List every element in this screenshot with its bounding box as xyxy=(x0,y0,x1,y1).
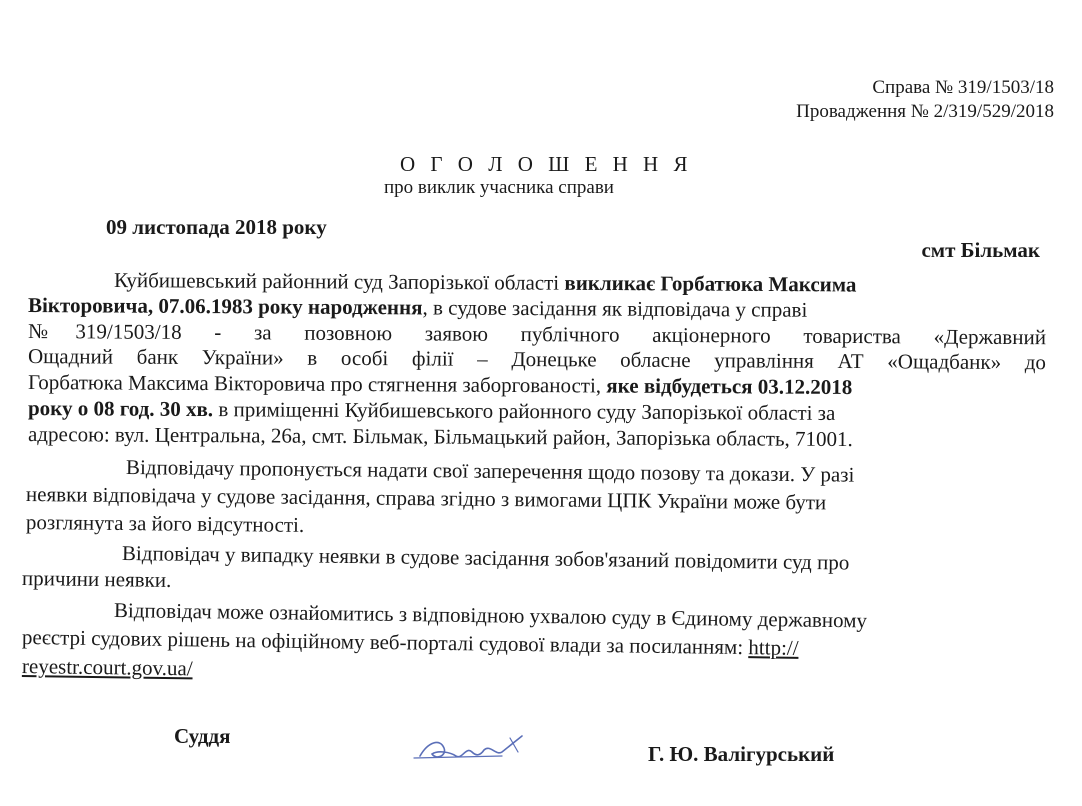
p1-bold-text: викликає Горбатюка Максима xyxy=(564,270,857,297)
p1-line-7: адресою: вул. Центральна, 26а, смт. Більмак, Більмацький район, Запорізька область, 71001. xyxy=(27,422,853,452)
p2-line-2: неявки відповідача у судове засідання, справа згідно з вимогами ЦПК України може бути xyxy=(25,482,827,515)
p3-line-1: Відповідач у випадку неявки в судове засідання зобов'язаний повідомити суд про xyxy=(121,541,850,575)
registry-link-part-1[interactable]: http:// xyxy=(748,635,799,660)
p4-line-3 xyxy=(22,654,193,681)
p1-bold-text: Вікторовича, 07.06.1983 року народження xyxy=(27,293,423,320)
p4-line-1: Відповідач може ознайомитись з відповідною ухвалою суду в Єдиному державному xyxy=(113,598,868,633)
p4-text: реєстрі судових рішень на офіційному веб-порталі судової влади за посиланням: xyxy=(21,625,749,660)
p2-line-1: Відповідачу пропонується надати свої заперечення щодо позову та докази. У разі xyxy=(125,455,855,487)
judge-label: Суддя xyxy=(174,724,231,748)
p1-bold-text: року о 08 год. 30 хв. xyxy=(27,396,214,422)
p1-text: Горбатюка Максима Вікторовича про стягнення заборгованості, xyxy=(27,370,607,398)
p2-line-3: розглянута за його відсутності. xyxy=(25,510,305,537)
judge-name: Г. Ю. Валігурський xyxy=(648,742,835,766)
p1-line-4: Ощадний банк України» в особі філії – Донецьке обласне управління АТ «Ощадбанк» до xyxy=(27,344,1047,375)
notice-subtitle: про виклик учасника справи xyxy=(384,177,614,198)
notice-place: смт Більмак xyxy=(921,238,1040,262)
p1-line-2 xyxy=(28,293,807,323)
p1-text: Куйбишевський районний суд Запорізької області xyxy=(113,268,565,295)
p1-text: в приміщенні Куйбишевського районного суду Запорізької області за xyxy=(213,397,836,425)
handwritten-signature-icon xyxy=(410,722,540,772)
case-reference-block xyxy=(796,76,1054,124)
p1-line-6 xyxy=(28,396,835,426)
p1-line-3: №319/1503/18 - за позовною заявою публічного акціонерного товариства «Державний xyxy=(27,319,1047,350)
notice-title: О Г О Л О Ш Е Н Н Я xyxy=(400,152,693,176)
registry-link-part-2[interactable]: reyestr.court.gov.ua/ xyxy=(21,654,193,681)
p1-text: , в судове засідання як відповідача у справі xyxy=(422,295,808,322)
case-number: Справа № 319/1503/18 xyxy=(872,77,1054,98)
proceeding-number: Провадження № 2/319/529/2018 xyxy=(796,101,1054,122)
p1-line-1 xyxy=(114,268,857,298)
notice-date: 09 листопада 2018 року xyxy=(106,215,327,239)
p3-line-2: причини неявки. xyxy=(21,566,172,592)
p1-bold-text: яке відбудеться 03.12.2018 xyxy=(606,373,853,400)
p1-line-5 xyxy=(28,370,852,400)
